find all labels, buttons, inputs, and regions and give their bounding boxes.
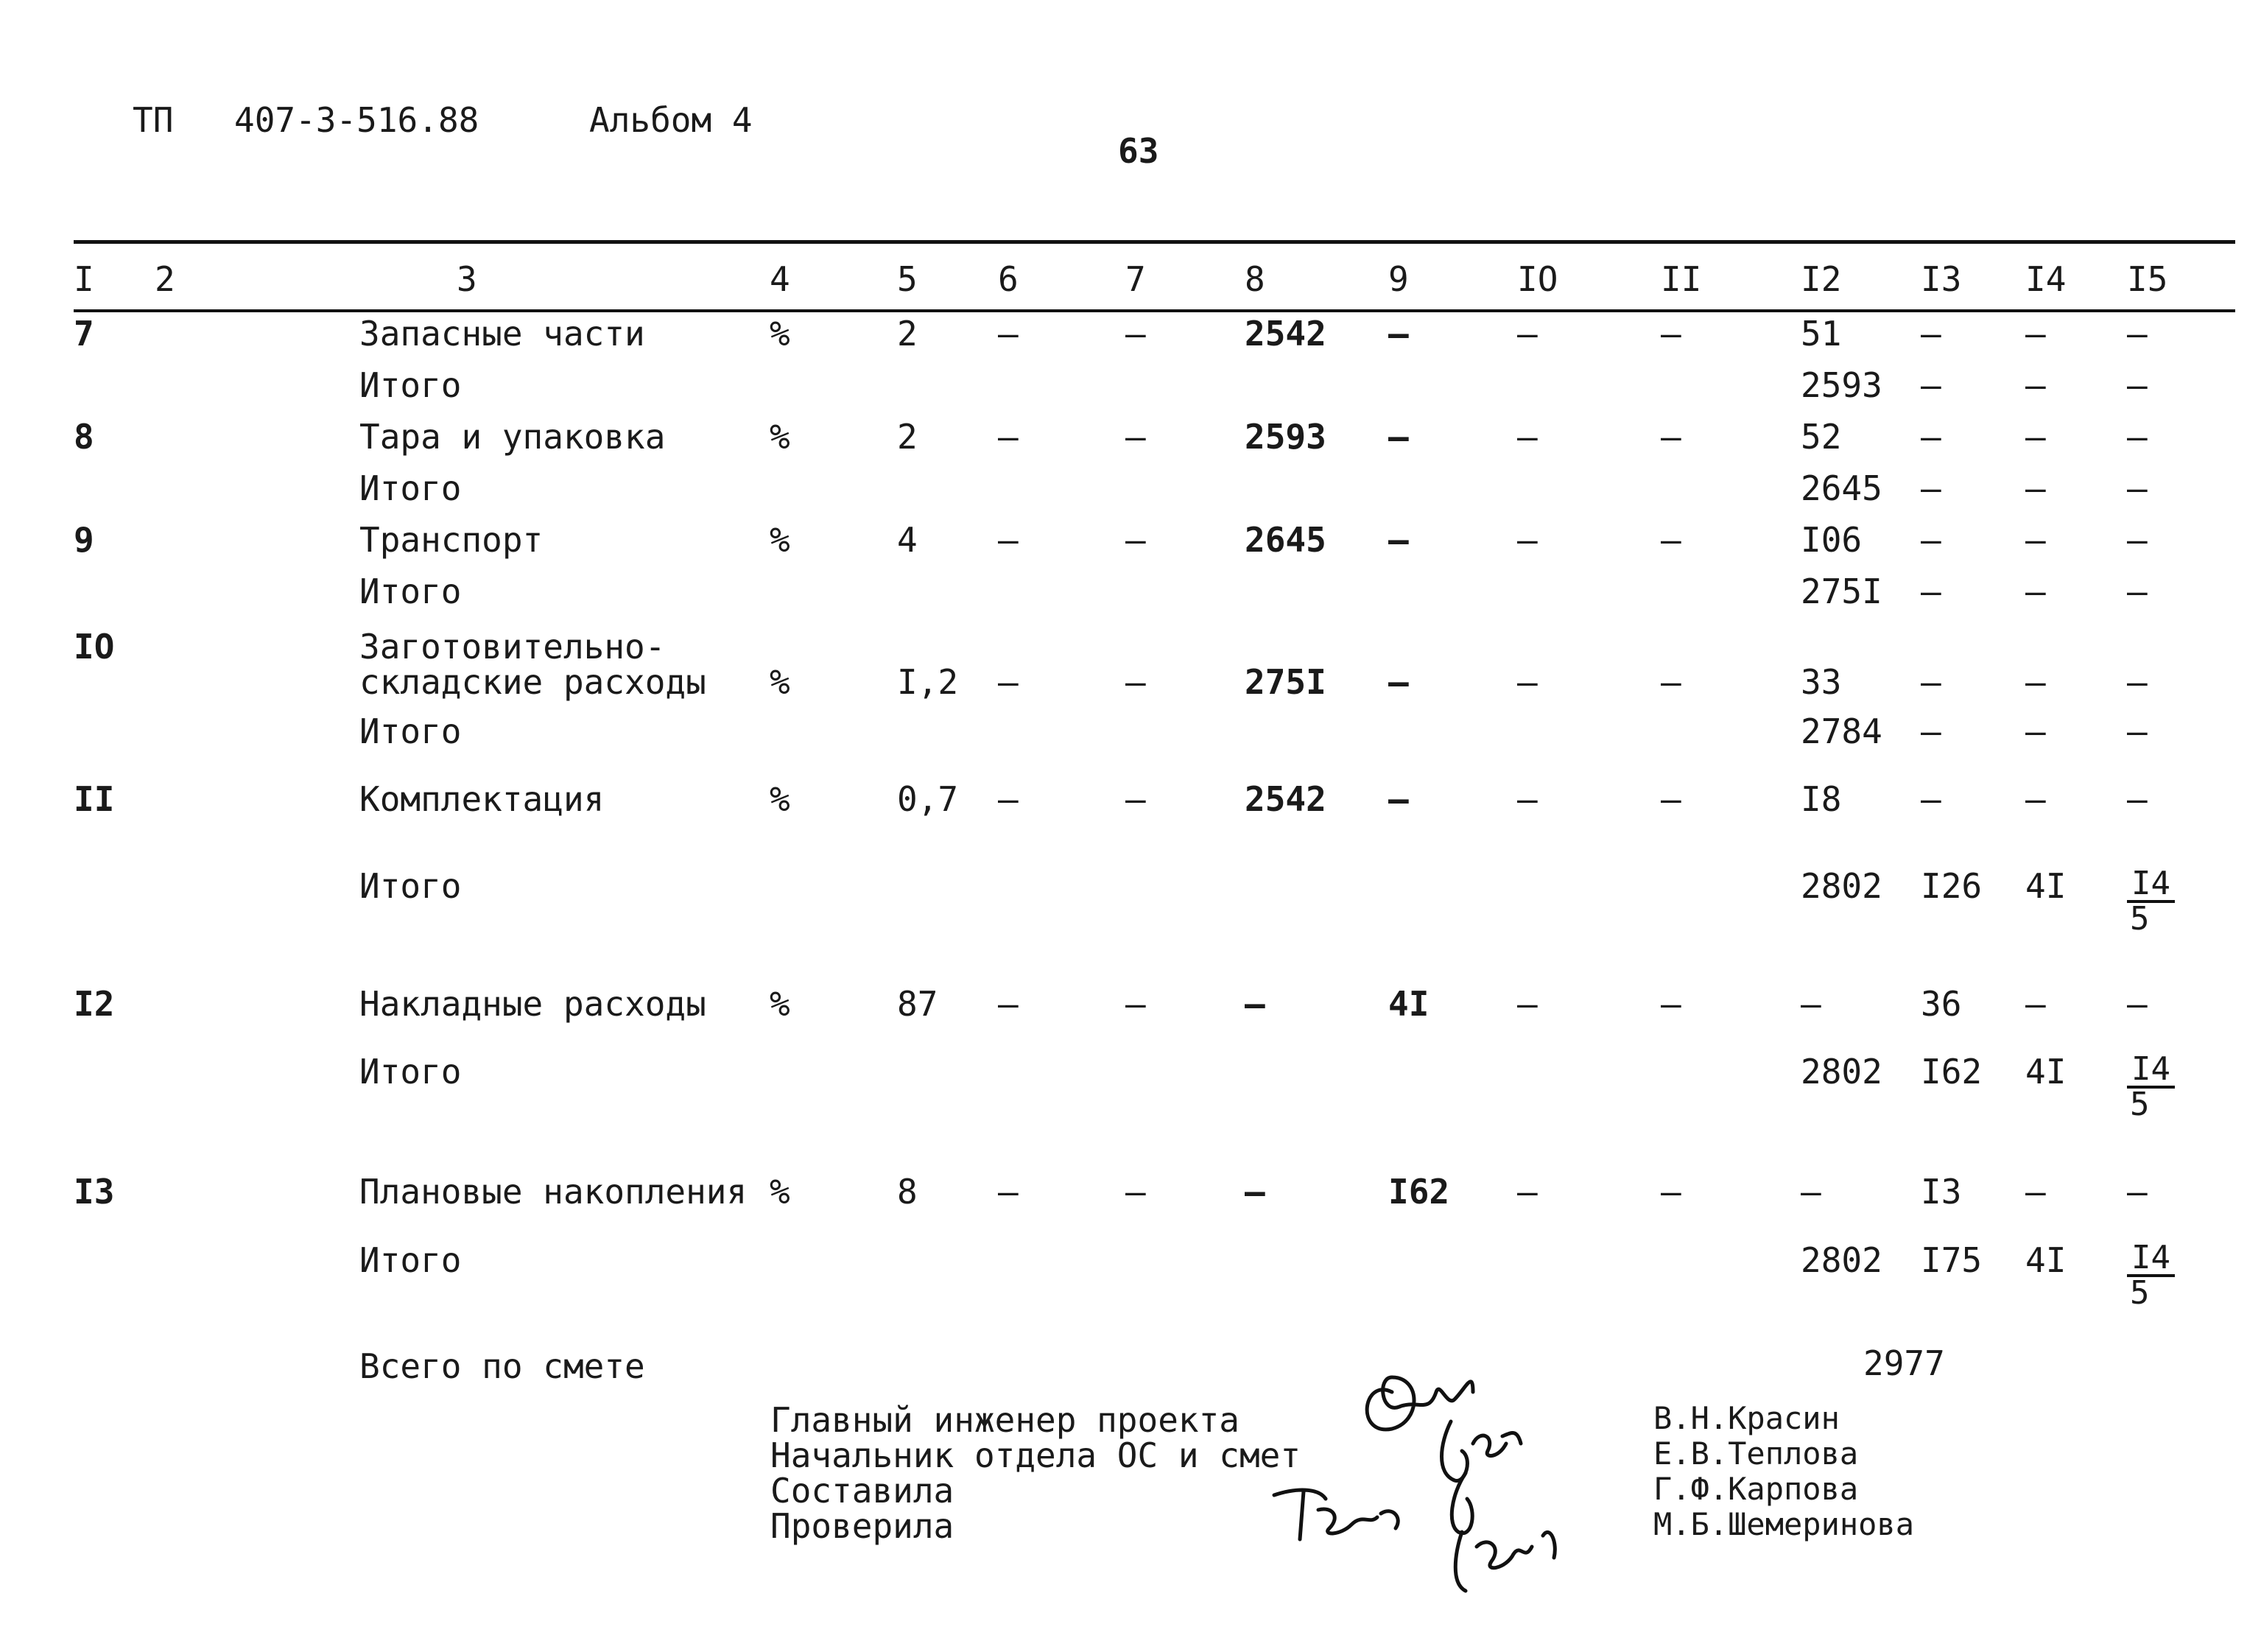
name-chief-engineer: В.Н.Красин bbox=[1653, 1400, 1840, 1436]
cell-c14: – bbox=[2025, 1172, 2046, 1212]
cell-c12: I8 bbox=[1801, 779, 1842, 819]
cell-name: Итого bbox=[359, 1240, 462, 1280]
album-label: Альбом 4 bbox=[589, 100, 753, 140]
cell-unit: % bbox=[770, 662, 790, 702]
fraction-denominator: 5 bbox=[2130, 1274, 2150, 1312]
column-header-1: I bbox=[74, 259, 94, 299]
cell-c15: – bbox=[2127, 711, 2148, 751]
cell-name: Комплектация bbox=[359, 779, 605, 819]
column-header-12: I2 bbox=[1801, 259, 1842, 299]
cell-c10: – bbox=[1517, 984, 1538, 1024]
cell-c15: – bbox=[2127, 662, 2148, 702]
cell-name: Итого bbox=[359, 711, 462, 751]
column-header-2: 2 bbox=[155, 259, 175, 299]
cell-c14: – bbox=[2025, 572, 2046, 611]
cell-c14: – bbox=[2025, 711, 2046, 751]
cell-c8: 2542 bbox=[1245, 779, 1326, 819]
cell-c6: – bbox=[998, 662, 1019, 702]
column-header-14: I4 bbox=[2025, 259, 2067, 299]
cell-c11: – bbox=[1661, 662, 1681, 702]
column-header-7: 7 bbox=[1125, 259, 1146, 299]
cell-unit: % bbox=[770, 314, 790, 354]
cell-c12: 2802 bbox=[1801, 866, 1882, 906]
cell-c6: – bbox=[998, 417, 1019, 457]
cell-c15: – bbox=[2127, 468, 2148, 508]
column-header-10: IO bbox=[1517, 259, 1558, 299]
cell-c5: 2 bbox=[897, 314, 918, 354]
cell-c13: I62 bbox=[1921, 1052, 1983, 1092]
name-checked-by: М.Б.Шемеринова bbox=[1653, 1506, 1915, 1542]
page-number: 63 bbox=[1118, 131, 1159, 171]
role-chief-engineer: Главный инженер проекта bbox=[770, 1400, 1239, 1440]
cell-c7: – bbox=[1125, 984, 1146, 1024]
name-compiled-by: Г.Ф.Карпова bbox=[1653, 1471, 1859, 1507]
column-header-13: I3 bbox=[1921, 259, 1962, 299]
cell-c9: – bbox=[1388, 314, 1409, 354]
cell-c14: – bbox=[2025, 468, 2046, 508]
cell-c9: – bbox=[1388, 520, 1409, 560]
cell-n: I2 bbox=[74, 984, 115, 1024]
cell-c15-fraction bbox=[2127, 865, 2175, 938]
cell-c15-fraction bbox=[2127, 1050, 2175, 1123]
cell-c13: – bbox=[1921, 779, 1941, 819]
cell-c14: – bbox=[2025, 365, 2046, 405]
cell-c8: – bbox=[1245, 1172, 1265, 1212]
cell-c15: – bbox=[2127, 779, 2148, 819]
column-header-15: I5 bbox=[2127, 259, 2168, 299]
total-value: 2977 bbox=[1863, 1343, 1945, 1383]
cell-c11: – bbox=[1661, 520, 1681, 560]
role-compiled-by: Составила bbox=[770, 1471, 954, 1511]
cell-c7: – bbox=[1125, 314, 1146, 354]
cell-c13: – bbox=[1921, 314, 1941, 354]
cell-name: Транспорт bbox=[359, 520, 544, 560]
cell-c15: – bbox=[2127, 314, 2148, 354]
cell-c10: – bbox=[1517, 314, 1538, 354]
cell-c13: I3 bbox=[1921, 1172, 1962, 1212]
cell-unit: % bbox=[770, 984, 790, 1024]
cell-c7: – bbox=[1125, 779, 1146, 819]
cell-c13: I75 bbox=[1921, 1240, 1983, 1280]
name-department-head: Е.В.Теплова bbox=[1653, 1435, 1859, 1472]
cell-c8: – bbox=[1245, 984, 1265, 1024]
cell-n: 9 bbox=[74, 520, 94, 560]
cell-c15: – bbox=[2127, 417, 2148, 457]
cell-c6: – bbox=[998, 779, 1019, 819]
cell-c7: – bbox=[1125, 662, 1146, 702]
cell-n: 7 bbox=[74, 314, 94, 354]
column-header-4: 4 bbox=[770, 259, 790, 299]
cell-c13: I26 bbox=[1921, 866, 1983, 906]
cell-c11: – bbox=[1661, 1172, 1681, 1212]
column-header-11: II bbox=[1661, 259, 1702, 299]
cell-c6: – bbox=[998, 314, 1019, 354]
cell-c9: – bbox=[1388, 662, 1409, 702]
cell-c12: 51 bbox=[1801, 314, 1842, 354]
cell-c10: – bbox=[1517, 1172, 1538, 1212]
cell-n: 8 bbox=[74, 417, 94, 457]
cell-c14: – bbox=[2025, 984, 2046, 1024]
cell-c7: – bbox=[1125, 1172, 1146, 1212]
cell-c15: – bbox=[2127, 572, 2148, 611]
fraction-numerator: I4 bbox=[2127, 868, 2175, 903]
cell-c13: – bbox=[1921, 711, 1941, 751]
cell-c8: 2593 bbox=[1245, 417, 1326, 457]
cell-name: Итого bbox=[359, 572, 462, 611]
fraction-numerator: I4 bbox=[2127, 1053, 2175, 1089]
column-header-5: 5 bbox=[897, 259, 918, 299]
cell-c14: – bbox=[2025, 662, 2046, 702]
cell-c10: – bbox=[1517, 417, 1538, 457]
cell-c7: – bbox=[1125, 520, 1146, 560]
cell-name: Итого bbox=[359, 365, 462, 405]
fraction-numerator: I4 bbox=[2127, 1242, 2175, 1277]
cell-c12: – bbox=[1801, 1172, 1821, 1212]
fraction-denominator: 5 bbox=[2130, 1086, 2150, 1123]
role-department-head: Начальник отдела ОС и смет bbox=[770, 1435, 1301, 1475]
cell-c6: – bbox=[998, 984, 1019, 1024]
cell-c9: I62 bbox=[1388, 1172, 1450, 1212]
cell-c12: 2802 bbox=[1801, 1052, 1882, 1092]
fraction-denominator: 5 bbox=[2130, 900, 2150, 938]
cell-c5: 8 bbox=[897, 1172, 918, 1212]
cell-c15: – bbox=[2127, 984, 2148, 1024]
cell-c12: – bbox=[1801, 984, 1821, 1024]
cell-c10: – bbox=[1517, 779, 1538, 819]
cell-c13: – bbox=[1921, 468, 1941, 508]
column-header-9: 9 bbox=[1388, 259, 1409, 299]
cell-c14: 4I bbox=[2025, 1240, 2067, 1280]
cell-c5: 4 bbox=[897, 520, 918, 560]
cell-c5: I,2 bbox=[897, 662, 959, 702]
cell-unit: % bbox=[770, 520, 790, 560]
cell-c9: – bbox=[1388, 417, 1409, 457]
column-header-8: 8 bbox=[1245, 259, 1265, 299]
cell-name: Итого bbox=[359, 468, 462, 508]
cell-name: Запасные части bbox=[359, 314, 645, 354]
cell-unit: % bbox=[770, 1172, 790, 1212]
cell-c11: – bbox=[1661, 417, 1681, 457]
cell-c14: – bbox=[2025, 520, 2046, 560]
cell-name: Плановые накопления bbox=[359, 1172, 748, 1212]
table-header-rule bbox=[74, 309, 2235, 312]
cell-c12: 2802 bbox=[1801, 1240, 1882, 1280]
cell-unit: % bbox=[770, 417, 790, 457]
cell-name: Итого bbox=[359, 1052, 462, 1092]
cell-c14: 4I bbox=[2025, 866, 2067, 906]
cell-c11: – bbox=[1661, 984, 1681, 1024]
handwritten-signatures bbox=[1252, 1348, 1591, 1613]
cell-c13: – bbox=[1921, 572, 1941, 611]
cell-c10: – bbox=[1517, 520, 1538, 560]
cell-c11: – bbox=[1661, 779, 1681, 819]
cell-n: I3 bbox=[74, 1172, 115, 1212]
cell-c14: – bbox=[2025, 417, 2046, 457]
column-header-3: 3 bbox=[457, 259, 477, 299]
cell-c7: – bbox=[1125, 417, 1146, 457]
cell-c10: – bbox=[1517, 662, 1538, 702]
cell-name: Тара и упаковка bbox=[359, 417, 666, 457]
cell-c6: – bbox=[998, 1172, 1019, 1212]
doc-number: 407-3-516.88 bbox=[234, 100, 479, 140]
doc-code: ТП bbox=[133, 100, 174, 140]
cell-name: Накладные расходы bbox=[359, 984, 706, 1024]
cell-c13: – bbox=[1921, 662, 1941, 702]
cell-c13: 36 bbox=[1921, 984, 1962, 1024]
cell-n: IO bbox=[74, 627, 115, 667]
cell-c13: – bbox=[1921, 417, 1941, 457]
cell-c11: – bbox=[1661, 314, 1681, 354]
cell-c8: 2542 bbox=[1245, 314, 1326, 354]
cell-c12: 52 bbox=[1801, 417, 1842, 457]
cell-c5: 2 bbox=[897, 417, 918, 457]
cell-c12: 275I bbox=[1801, 572, 1882, 611]
cell-c15: – bbox=[2127, 365, 2148, 405]
cell-c14: – bbox=[2025, 779, 2046, 819]
cell-c6: – bbox=[998, 520, 1019, 560]
cell-c12: 2593 bbox=[1801, 365, 1882, 405]
cell-c9: 4I bbox=[1388, 984, 1430, 1024]
cell-c12: 2645 bbox=[1801, 468, 1882, 508]
cell-c14: 4I bbox=[2025, 1052, 2067, 1092]
table-top-rule bbox=[74, 240, 2235, 244]
cell-name: Итого bbox=[359, 866, 462, 906]
cell-c14: – bbox=[2025, 314, 2046, 354]
cell-c12: I06 bbox=[1801, 520, 1863, 560]
cell-c15: – bbox=[2127, 520, 2148, 560]
cell-c15-fraction bbox=[2127, 1239, 2175, 1312]
cell-unit: % bbox=[770, 779, 790, 819]
cell-name: Заготовительно- bbox=[359, 627, 666, 667]
cell-c9: – bbox=[1388, 779, 1409, 819]
column-header-6: 6 bbox=[998, 259, 1019, 299]
cell-c15: – bbox=[2127, 1172, 2148, 1212]
total-label: Всего по смете bbox=[359, 1346, 645, 1386]
cell-c8: 2645 bbox=[1245, 520, 1326, 560]
cell-c5: 87 bbox=[897, 984, 938, 1024]
cell-c13: – bbox=[1921, 520, 1941, 560]
role-checked-by: Проверила bbox=[770, 1506, 954, 1546]
cell-c12: 2784 bbox=[1801, 711, 1882, 751]
cell-c8: 275I bbox=[1245, 662, 1326, 702]
cell-c5: 0,7 bbox=[897, 779, 959, 819]
cell-c12: 33 bbox=[1801, 662, 1842, 702]
cell-c13: – bbox=[1921, 365, 1941, 405]
cell-name-line2: складские расходы bbox=[359, 662, 706, 702]
cell-n: II bbox=[74, 779, 115, 819]
